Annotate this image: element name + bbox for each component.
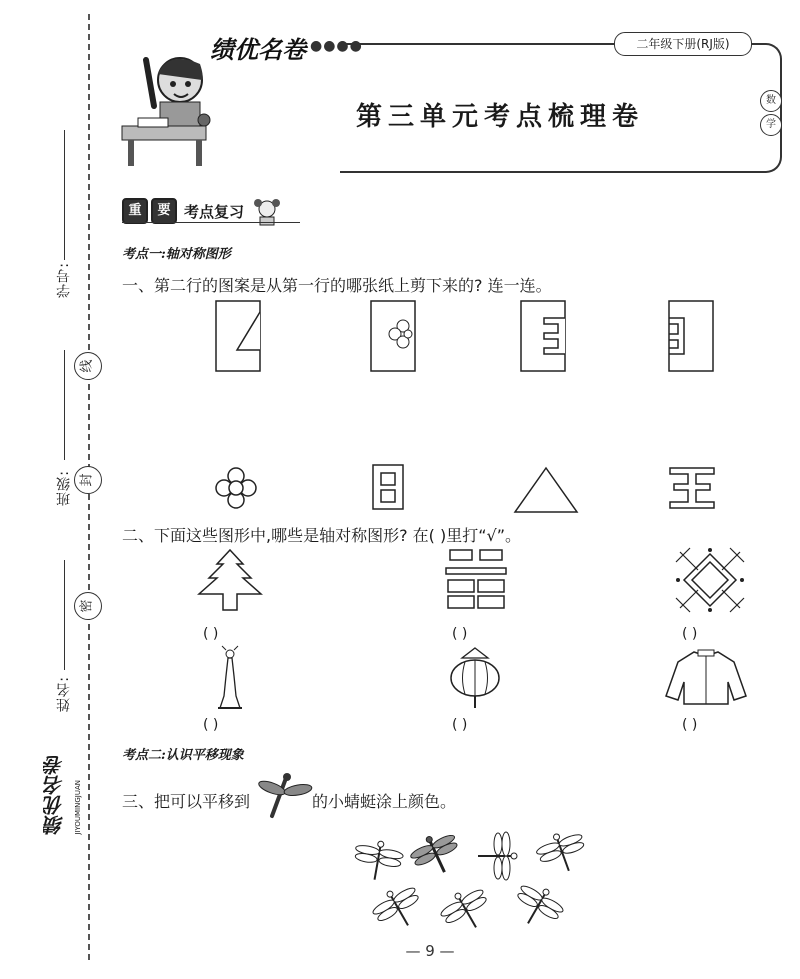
- dragonfly-6[interactable]: [436, 882, 497, 940]
- seal-secret: 密: [74, 592, 102, 620]
- folded-paper-e-shape[interactable]: [520, 300, 570, 374]
- answer-paren-statue[interactable]: ( ): [203, 717, 219, 733]
- point-two-heading: 考点二:认识平移现象: [122, 748, 244, 763]
- seal-seal: 封: [74, 466, 102, 494]
- dragonfly-4[interactable]: [533, 826, 591, 879]
- header-dots: ●●●●: [310, 38, 363, 54]
- wang-character-icon[interactable]: [668, 466, 716, 510]
- folded-paper-bracket[interactable]: [668, 300, 718, 374]
- question-two: 二、下面这些图形中,哪些是轴对称图形? 在( )里打“√”。: [122, 526, 522, 545]
- subject-tag: [760, 90, 782, 138]
- girl-icon: [250, 197, 284, 225]
- dragonfly-3[interactable]: [478, 832, 517, 880]
- section-badge: [122, 197, 284, 225]
- name-label: 姓名:: [56, 676, 72, 712]
- boy-at-desk-illustration: [118, 40, 218, 170]
- answer-paren-diamond[interactable]: ( ): [682, 626, 698, 642]
- answer-paren-lantern[interactable]: ( ): [452, 717, 468, 733]
- grade-tag: 二年级下册(RJ版): [614, 32, 752, 56]
- side-logo-pinyin: JIYOUMINGJUAN: [74, 780, 82, 835]
- name-blank[interactable]: [64, 560, 65, 670]
- class-label: 班级:: [56, 470, 72, 506]
- answer-paren-jacket[interactable]: ( ): [682, 717, 698, 733]
- page-number: — 9 —: [405, 942, 455, 960]
- dragonfly-group: [350, 830, 600, 940]
- badge-char-1: 重: [122, 198, 148, 224]
- flower-icon[interactable]: [214, 466, 258, 510]
- dragonfly-5[interactable]: [368, 880, 429, 938]
- question-one: 一、第二行的图案是从第一行的哪张纸上剪下来的? 连一连。: [122, 276, 552, 295]
- statue-icon: [212, 646, 248, 712]
- folded-paper-triangle[interactable]: [215, 300, 265, 374]
- side-logo: [40, 755, 74, 865]
- badge-label: 考点复习: [184, 202, 245, 221]
- header-brand: 绩优名卷: [210, 36, 306, 64]
- header-rule: [340, 43, 620, 45]
- question-three-end: 的小蜻蜓涂上颜色。: [312, 792, 457, 811]
- answer-paren-tree[interactable]: ( ): [203, 626, 219, 642]
- window-icon[interactable]: [372, 464, 406, 512]
- question-three-start: 三、把可以平移到: [122, 792, 251, 811]
- lantern-icon: [448, 646, 502, 710]
- subject-char-2: 学: [760, 114, 782, 136]
- badge-char-2: 要: [151, 198, 177, 224]
- seal-line: 线: [74, 352, 102, 380]
- student-id-label: 学号:: [56, 262, 72, 298]
- page-title: 第三单元考点梳理卷: [355, 102, 644, 132]
- class-blank[interactable]: [64, 350, 65, 460]
- diamond-pattern-icon: [676, 548, 744, 612]
- reference-dragonfly-icon: [258, 772, 314, 820]
- jacket-icon: [664, 648, 748, 708]
- dragonfly-7[interactable]: [507, 878, 568, 936]
- answer-paren-happiness[interactable]: ( ): [452, 626, 468, 642]
- point-one-heading: 考点一:轴对称图形: [122, 247, 231, 262]
- triangle-icon[interactable]: [513, 466, 579, 514]
- tree-icon: [185, 548, 275, 612]
- student-id-blank[interactable]: [64, 130, 65, 260]
- folded-paper-flower[interactable]: [370, 300, 420, 374]
- dragonfly-2[interactable]: [406, 827, 466, 883]
- dragonfly-1[interactable]: [351, 837, 405, 884]
- side-logo-text: 绩优名卷: [43, 755, 67, 835]
- badge-underline: [122, 222, 300, 223]
- subject-char-1: 数: [760, 90, 782, 112]
- double-happiness-icon: [444, 548, 508, 612]
